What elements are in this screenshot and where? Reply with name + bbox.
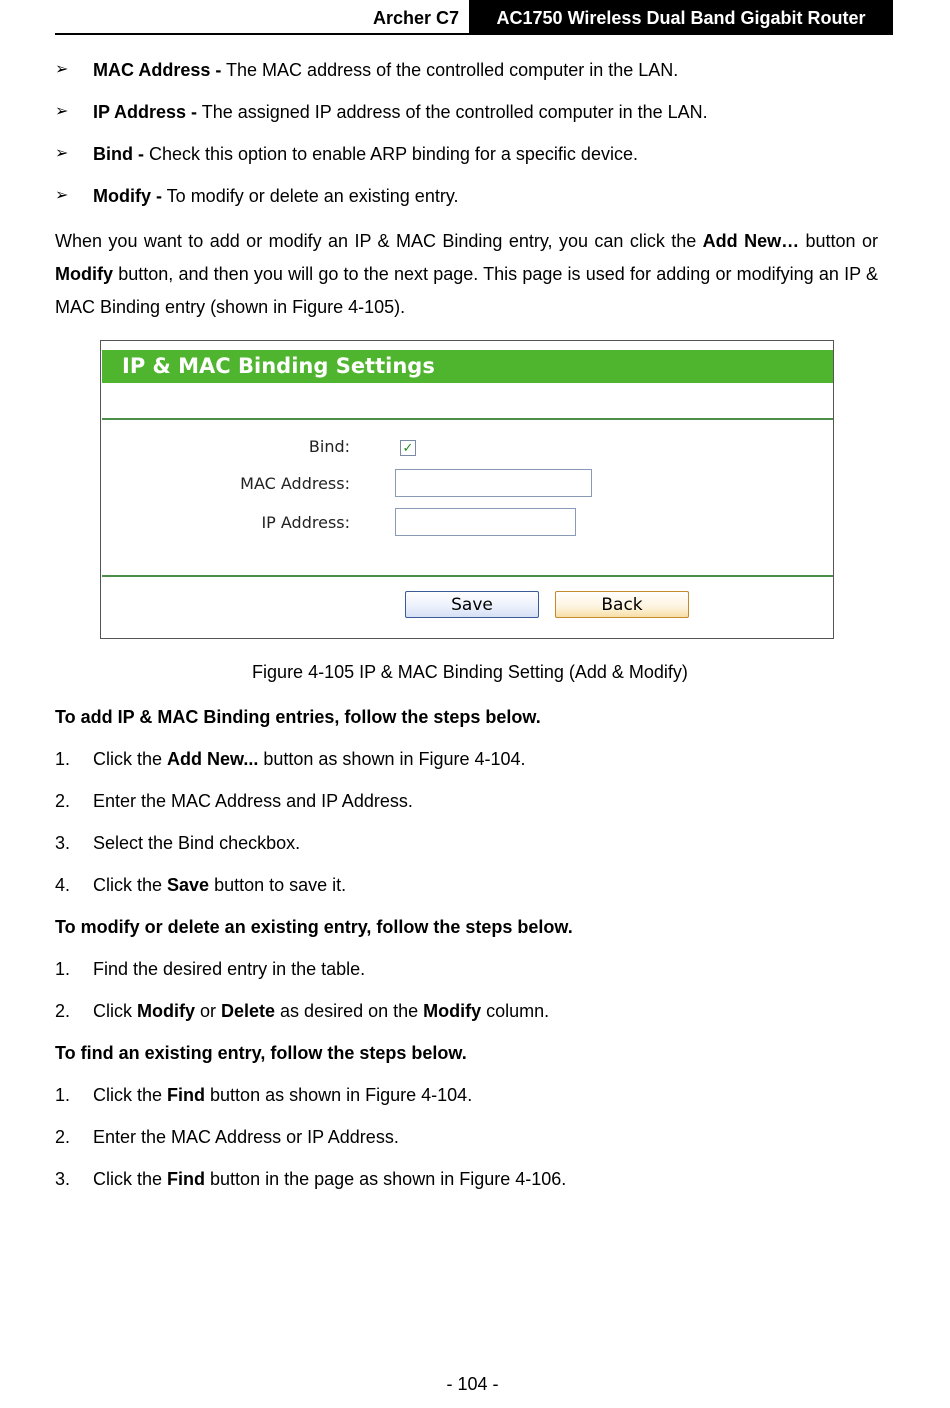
bullet-arrow-icon: ➢	[55, 187, 69, 204]
bullet-arrow-icon: ➢	[55, 61, 69, 78]
step-text: Enter the MAC Address or IP Address.	[93, 1127, 399, 1147]
add-step-1	[55, 747, 878, 789]
step-bold: Modify	[137, 1001, 195, 1021]
bullet-arrow-icon: ➢	[55, 145, 69, 162]
modify-step-1	[55, 957, 878, 999]
find-step-3	[55, 1167, 878, 1209]
step-bold: Find	[167, 1169, 206, 1189]
step-number: 2.	[55, 791, 71, 811]
page-number: - 104 -	[446, 1374, 499, 1394]
bullet-arrow-icon: ➢	[55, 103, 69, 120]
ip-address-input[interactable]	[395, 508, 576, 536]
divider	[102, 575, 833, 577]
step-number: 3.	[55, 833, 71, 853]
bind-checkbox[interactable]	[400, 440, 416, 456]
add-step-3	[55, 831, 878, 873]
figure-caption: Figure 4-105 IP & MAC Binding Setting (Add & Modify)	[252, 662, 688, 682]
step-number: 2.	[55, 1001, 71, 1021]
bullet-text: The MAC address of the controlled computer in the LAN.	[221, 60, 679, 80]
step-text: Find the desired entry in the table.	[93, 959, 366, 979]
find-step-2	[55, 1125, 878, 1167]
step-text: as desired on the	[275, 1001, 424, 1021]
intro-text: When you want to add or modify an IP & MAC Binding entry, you can click the	[55, 231, 703, 251]
intro-bold: Add New…	[702, 231, 800, 251]
mac-address-input[interactable]	[395, 469, 592, 497]
step-text: Click	[93, 1001, 137, 1021]
step-text: Enter the MAC Address and IP Address.	[93, 791, 413, 811]
bullet-mac-address	[55, 56, 878, 98]
bullet-text: The assigned IP address of the controlled computer in the LAN.	[197, 102, 708, 122]
intro-text: button, and then you will go to the next page. This page is used for adding or modifying an IP & MAC Binding entry (shown in Figure 4-105).	[55, 264, 878, 317]
step-text: button to save it.	[209, 875, 347, 895]
step-text: button as shown in Figure 4-104.	[205, 1085, 473, 1105]
bullet-text: To modify or delete an existing entry.	[162, 186, 459, 206]
step-bold: Add New...	[167, 749, 259, 769]
step-text: Select the Bind checkbox.	[93, 833, 301, 853]
back-button[interactable]: Back	[555, 591, 689, 618]
step-text: Click the	[93, 1169, 168, 1189]
step-text: column.	[481, 1001, 550, 1021]
intro-paragraph	[55, 225, 878, 324]
ip-address-label: IP Address:	[261, 513, 350, 532]
modify-heading: To modify or delete an existing entry, follow the steps below.	[55, 917, 573, 937]
step-number: 4.	[55, 875, 71, 895]
bullet-bind	[55, 140, 878, 182]
divider	[102, 418, 833, 420]
step-number: 1.	[55, 1085, 71, 1105]
bullet-term: MAC Address -	[93, 60, 222, 80]
modify-step-2	[55, 999, 878, 1041]
step-text: button in the page as shown in Figure 4-106.	[205, 1169, 567, 1189]
step-text: or	[195, 1001, 222, 1021]
checkmark-icon: ✓	[402, 440, 414, 455]
step-number: 1.	[55, 959, 71, 979]
save-button[interactable]: Save	[405, 591, 539, 618]
bullet-text: Check this option to enable ARP binding for a specific device.	[144, 144, 638, 164]
step-text: button as shown in Figure 4-104.	[258, 749, 526, 769]
header-model: Archer C7	[372, 8, 459, 28]
body-text	[55, 56, 878, 324]
find-heading: To find an existing entry, follow the steps below.	[55, 1043, 467, 1063]
step-number: 2.	[55, 1127, 71, 1147]
add-step-2	[55, 789, 878, 831]
bullet-term: IP Address -	[93, 102, 198, 122]
step-number: 3.	[55, 1169, 71, 1189]
add-step-4	[55, 873, 878, 915]
step-bold: Modify	[423, 1001, 482, 1021]
bullet-term: Bind -	[93, 144, 144, 164]
step-bold: Find	[167, 1085, 206, 1105]
bullet-ip-address	[55, 98, 878, 140]
instructions	[55, 705, 878, 1209]
intro-text: button or	[799, 231, 878, 251]
mac-address-label: MAC Address:	[240, 474, 350, 493]
intro-bold: Modify	[55, 264, 113, 284]
step-text: Click the	[93, 1085, 168, 1105]
header-product: AC1750 Wireless Dual Band Gigabit Router	[469, 0, 893, 33]
settings-title-bar: IP & MAC Binding Settings	[102, 350, 833, 383]
add-heading: To add IP & MAC Binding entries, follow the steps below.	[55, 707, 541, 727]
bullet-term: Modify -	[93, 186, 162, 206]
step-bold: Delete	[221, 1001, 276, 1021]
binding-settings-figure	[100, 340, 834, 639]
bullet-modify	[55, 182, 878, 224]
step-bold: Save	[167, 875, 210, 895]
bind-label: Bind:	[308, 437, 350, 456]
step-number: 1.	[55, 749, 71, 769]
find-step-1	[55, 1083, 878, 1125]
step-text: Click the	[93, 749, 168, 769]
page-header	[55, 0, 893, 35]
step-text: Click the	[93, 875, 168, 895]
